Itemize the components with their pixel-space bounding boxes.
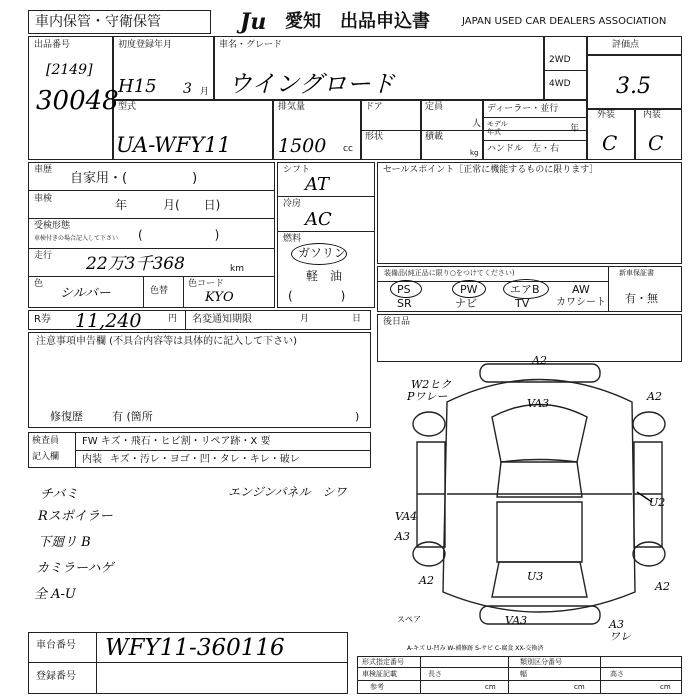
color-change-label: 色替 <box>150 286 169 296</box>
region-label: 愛知 <box>285 11 321 32</box>
aircon-label: 冷房 <box>283 199 302 209</box>
note-1: チバミ <box>40 487 79 502</box>
displacement-label: 排気量 <box>278 102 306 112</box>
inner-label: 内装 <box>82 454 102 465</box>
storage-label: 車内保管・守衛保管 <box>35 14 161 30</box>
cert-cm-2: cm <box>574 683 585 691</box>
listing-number-label: 出品番号 <box>34 40 71 50</box>
km-unit: km <box>230 264 244 274</box>
tax-label: 名変通知期限 <box>192 314 252 325</box>
repair-label: 修復歴 <box>50 410 83 423</box>
mark-front-a2: A2 <box>532 354 547 367</box>
receipt-label: 受検形態 <box>34 221 71 231</box>
cert-width: 幅 <box>520 670 527 678</box>
capacity-label: 定員 <box>425 102 444 112</box>
repair-value: 有 (箇所 <box>112 410 153 423</box>
inspection-value: 年 月( 日) <box>115 198 221 212</box>
sales-label: セールスポイント［正常に機能するものに限ります］ <box>383 165 599 175</box>
displacement: 1500 <box>278 135 327 157</box>
equip-pw: PW <box>460 283 478 296</box>
sales-section <box>377 162 682 264</box>
pw-circle <box>452 280 486 298</box>
registration-label: 登録番号 <box>36 671 76 682</box>
equip-navi: ナビ <box>455 297 477 310</box>
rating-value: 3.5 <box>616 74 651 99</box>
yen-unit: 円 <box>168 314 178 324</box>
model-year-label: モデル <box>487 120 508 128</box>
cert-height: 高さ <box>610 670 624 678</box>
interior-grade: C <box>648 131 664 155</box>
inspector-row2: キズ・汚レ・ヨゴ・凹・タレ・キレ・破レ <box>110 454 300 465</box>
equip-ps: PS <box>397 283 411 296</box>
color-value: シルバー <box>60 286 111 301</box>
diesel-label: 軽 油 <box>306 269 343 283</box>
color-code: KYO <box>205 290 234 305</box>
dealer-label: ディーラー・並行 <box>487 104 559 114</box>
repair-close: ) <box>355 410 360 423</box>
month-label: 月 <box>300 314 310 324</box>
cert-ref: 参考 <box>370 683 384 691</box>
equip-leather: カワシート <box>556 297 606 308</box>
month-unit: 月 <box>200 87 210 97</box>
front-left-wheel <box>413 412 445 436</box>
engine-note: エンジンパネル シワ <box>228 485 347 499</box>
airbag-circle <box>503 279 549 299</box>
warranty-value: 有・無 <box>625 292 658 305</box>
mark-va3-rear: VA3 <box>505 614 528 627</box>
receipt-sub: 車検付きの場合記入して下さい <box>34 235 119 242</box>
mark-a3-left: A3 <box>395 530 410 543</box>
mark-w2: W2ヒク <box>411 378 452 391</box>
equip-aw: AW <box>572 283 590 296</box>
equip-tv: TV <box>515 297 530 310</box>
windshield <box>497 462 582 497</box>
mark-va4: VA4 <box>395 510 418 523</box>
form-title: 出品申込書 <box>340 11 430 32</box>
inspection-label: 車検 <box>34 194 53 204</box>
mark-crack-rear: ワレ <box>609 630 631 643</box>
cert-length: 長さ <box>428 670 442 678</box>
recycle-amount: 11,240 <box>75 310 142 332</box>
door-label: ドア <box>365 102 383 112</box>
equip-sr: SR <box>397 297 412 310</box>
equip-airbag: エアB <box>510 283 540 296</box>
color-label: 色 <box>34 279 44 289</box>
mark-a2-left-rear: A2 <box>419 574 434 587</box>
ps-circle <box>390 280 422 298</box>
mileage-label: 走行 <box>34 251 53 261</box>
mark-a2-right: A2 <box>647 390 662 403</box>
rear-left-wheel <box>413 542 445 566</box>
aircon-value: AC <box>305 209 332 230</box>
rear-right-wheel <box>633 542 665 566</box>
exterior-grade: C <box>602 131 618 155</box>
handle-label: ハンドル 左・右 <box>487 144 560 154</box>
interior-label: 内装 <box>643 110 662 120</box>
drive-2wd: 2WD <box>549 55 571 65</box>
ju-logo: Ju <box>240 9 267 35</box>
drive-4wd: 4WD <box>549 79 571 89</box>
first-reg-month: 3 <box>183 81 192 97</box>
note-3: 下廻リ B <box>38 535 91 550</box>
fuel-other: ( ) <box>288 289 346 303</box>
recycle-label: R券 <box>34 314 51 325</box>
mileage-value: 22万3千368 <box>86 254 185 274</box>
car-name: ウイングロード <box>228 70 395 98</box>
note-4: カミラーハゲ <box>36 561 114 576</box>
entry-label: 記入欄 <box>32 452 60 462</box>
rating-label: 評価点 <box>612 40 640 50</box>
roof <box>497 502 582 562</box>
warranty-label: 新車保証書 <box>619 269 654 277</box>
later-label: 後日品 <box>383 317 411 327</box>
mark-u2: U2 <box>649 496 666 509</box>
person-unit: 人 <box>472 119 482 129</box>
mark-a3-rear: A3 <box>609 618 624 631</box>
exterior-label: 外装 <box>597 110 616 120</box>
notes-label: 注意事項申告欄 (不具合内容等は具体的に記入して下さい) <box>36 336 297 347</box>
legend-text: A-キズ U-凹み W-補修跡 S-サビ C-腐食 XX-交換済 <box>407 645 544 652</box>
day-label: 日 <box>352 314 362 324</box>
history-label: 車歴 <box>34 165 53 175</box>
model-code: UA-WFY11 <box>116 133 231 157</box>
kg-unit: kg <box>470 149 479 157</box>
shape-label: 形状 <box>365 132 384 142</box>
year-unit: 年 <box>570 124 580 134</box>
shift-label: シフト <box>283 165 311 175</box>
fuel-value: ガソリン <box>298 246 347 260</box>
cert-cm-3: cm <box>660 683 671 691</box>
note-5: 全 A-U <box>34 587 76 602</box>
load-label: 積載 <box>425 132 444 142</box>
mark-u3: U3 <box>527 570 544 583</box>
cert-class: 類別区分番号 <box>520 658 562 666</box>
listing-number: 30048 <box>36 86 119 116</box>
hood <box>492 405 587 463</box>
first-reg-year: H15 <box>118 76 157 97</box>
car-diagram <box>377 354 682 652</box>
car-name-label: 車名・グレード <box>219 40 283 50</box>
model-year-sub: 年式 <box>487 128 501 136</box>
receipt-value: ( ) <box>138 228 220 242</box>
history-value: 自家用・( ) <box>70 171 198 186</box>
fuel-label: 燃料 <box>283 234 302 244</box>
note-2: Rスポイラー <box>38 509 113 524</box>
cc-unit: cc <box>343 144 353 154</box>
equipment-label: 装備品(純正品に限り○をつけてください) <box>384 269 515 277</box>
chassis-label: 車台番号 <box>36 640 76 651</box>
mark-a2-right-rear: A2 <box>655 580 670 593</box>
shift-value: AT <box>305 174 330 195</box>
inspector-label: 検査員 <box>32 436 60 446</box>
english-title: JAPAN USED CAR DEALERS ASSOCIATION <box>462 16 667 27</box>
inspector-row1: FW キズ・飛石・ヒビ割・リペア跡・X 要 <box>82 436 271 447</box>
mark-va3-front: VA3 <box>527 397 550 410</box>
cert-registered: 車検証記載 <box>362 670 397 678</box>
first-reg-label: 初度登録年月 <box>118 40 173 50</box>
cert-cm-1: cm <box>485 683 496 691</box>
mark-p-crack: Pワレー <box>407 390 448 403</box>
spare-label: スペア <box>397 615 421 624</box>
model-label: 型式 <box>118 102 137 112</box>
color-code-label: 色コード <box>188 279 225 289</box>
cert-label: 形式指定番号 <box>362 658 404 666</box>
bracket-number: [2149] <box>46 62 93 78</box>
later-section <box>377 314 682 362</box>
front-right-wheel <box>633 412 665 436</box>
chassis-number: WFY11-360116 <box>105 635 285 661</box>
